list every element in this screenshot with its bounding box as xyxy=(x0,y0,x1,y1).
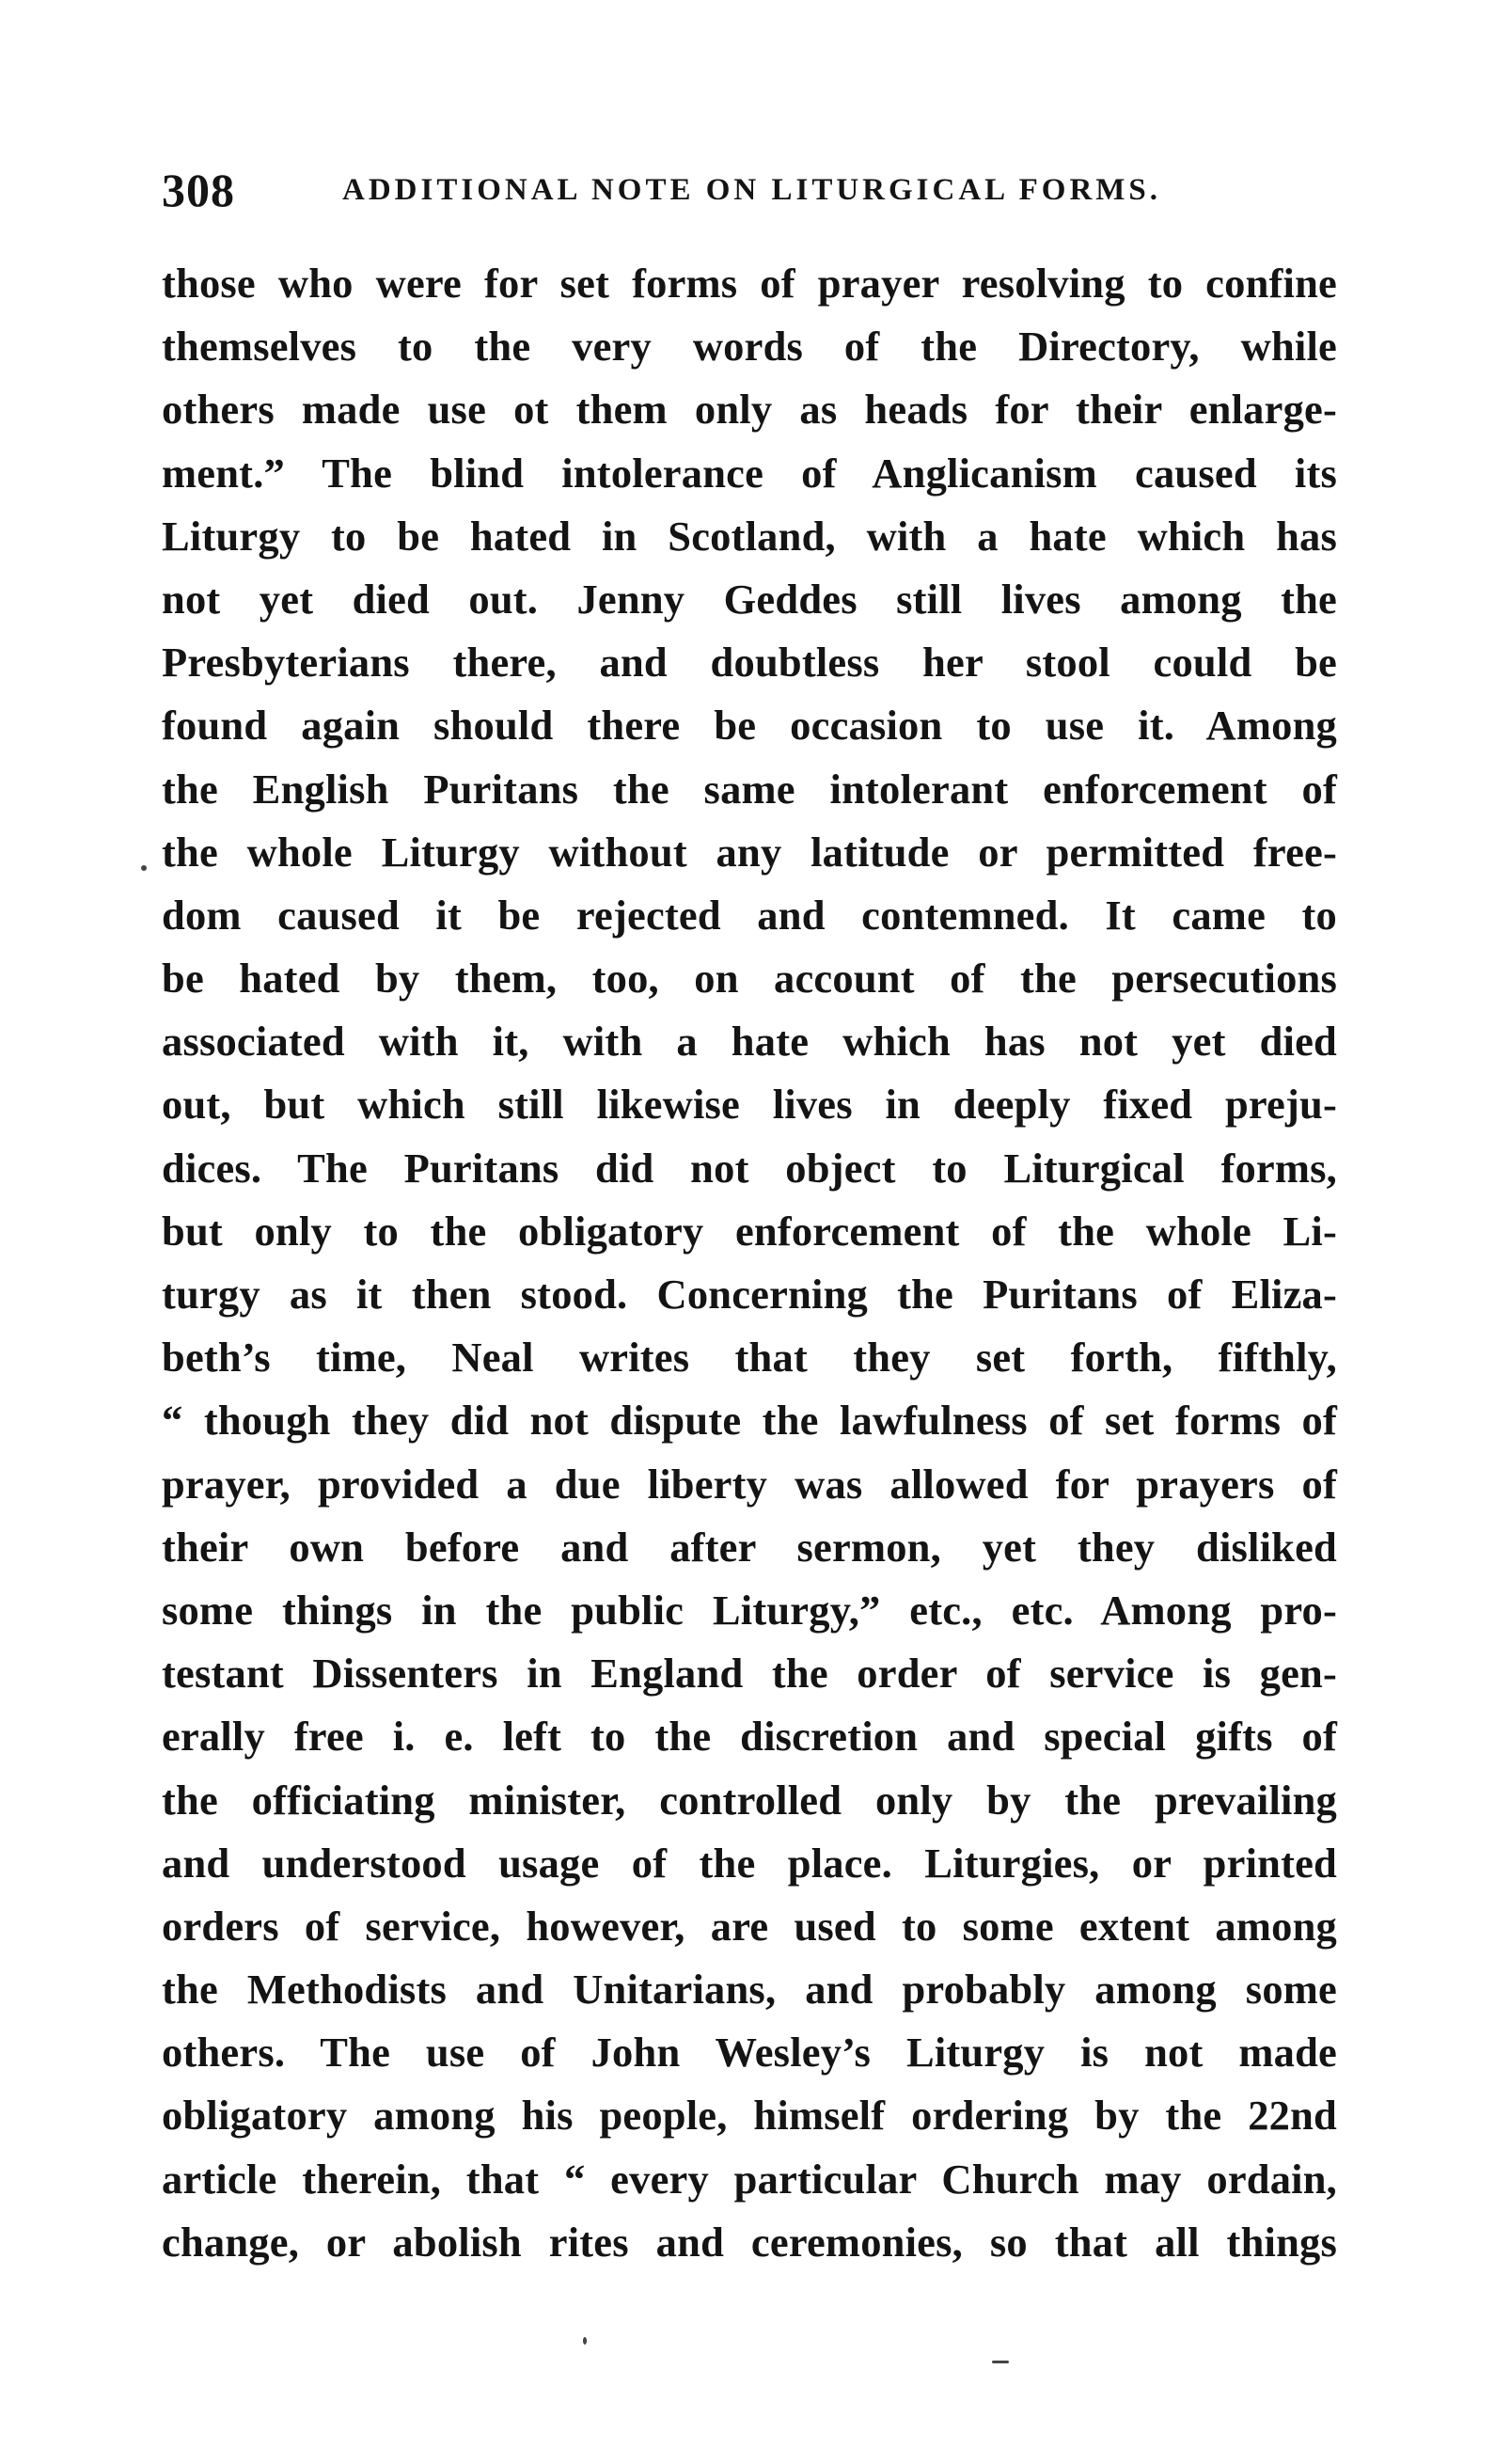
text-line: change, or abolish rites and ceremonies, so that all things xyxy=(162,2218,1337,2266)
text-line: be hated by them, too, on account of the persecutions xyxy=(162,955,1337,1003)
text-line: Liturgy to be hated in Scotland, with a hate which has xyxy=(162,512,1337,560)
text-line: beth’s time, Neal writes that they set forth, fifthly, xyxy=(162,1334,1337,1382)
text-line: and understood usage of the place. Liturgies, or printed xyxy=(162,1839,1337,1887)
text-line: the English Puritans the same intolerant enforcement of xyxy=(162,765,1337,813)
text-line: some things in the public Liturgy,” etc., etc. Among pro- xyxy=(162,1586,1337,1634)
text-line: Presbyterians there, and doubtless her stool could be xyxy=(162,639,1337,687)
scan-speck xyxy=(583,2337,587,2345)
text-line: but only to the obligatory enforcement of the whole Li- xyxy=(162,1207,1337,1255)
text-line: those who were for set forms of prayer resolving to confine xyxy=(162,260,1337,307)
text-line: testant Dissenters in England the order of service is gen- xyxy=(162,1650,1337,1698)
text-line: dom caused it be rejected and contemned. It came to xyxy=(162,891,1337,939)
text-line: others. The use of John Wesley’s Liturgy is not made xyxy=(162,2029,1337,2077)
text-line: orders of service, however, are used to some extent among xyxy=(162,1902,1337,1950)
text-line: associated with it, with a hate which has not yet died xyxy=(162,1018,1337,1066)
text-line: themselves to the very words of the Directory, while xyxy=(162,323,1337,371)
text-line: found again should there be occasion to use it. Among xyxy=(162,702,1337,750)
running-head: ADDITIONAL NOTE ON LITURGICAL FORMS. xyxy=(342,173,1162,207)
text-line: “ though they did not dispute the lawfulness of set forms of xyxy=(162,1397,1337,1445)
text-line: not yet died out. Jenny Geddes still lives among the xyxy=(162,575,1337,623)
text-line: the whole Liturgy without any latitude or permitted free- xyxy=(162,828,1337,876)
text-line: prayer, provided a due liberty was allowed for prayers of xyxy=(162,1460,1337,1508)
text-line: out, but which still likewise lives in deeply fixed preju- xyxy=(162,1081,1337,1129)
text-line: erally free i. e. left to the discretion and special gifts of xyxy=(162,1713,1337,1761)
text-line: dices. The Puritans did not object to Liturgical forms, xyxy=(162,1144,1337,1192)
text-line: the Methodists and Unitarians, and probably among some xyxy=(162,1966,1337,2014)
scan-speck xyxy=(141,865,147,871)
text-line: obligatory among his people, himself ordering by the 22nd xyxy=(162,2092,1337,2140)
text-line: their own before and after sermon, yet they disliked xyxy=(162,1523,1337,1571)
text-line: ment.” The blind intolerance of Anglicanism caused its xyxy=(162,449,1337,497)
text-line: article therein, that “ every particular Church may ordain, xyxy=(162,2155,1337,2203)
body-text xyxy=(162,252,1337,2274)
page-number: 308 xyxy=(162,164,235,216)
text-line: the officiating minister, controlled only by the prevailing xyxy=(162,1776,1337,1824)
text-line: turgy as it then stood. Concerning the Puritans of Eliza- xyxy=(162,1271,1337,1318)
scan-speck xyxy=(992,2361,1009,2363)
page-header xyxy=(162,152,1346,228)
text-line: others made use ot them only as heads for their enlarge- xyxy=(162,386,1337,434)
